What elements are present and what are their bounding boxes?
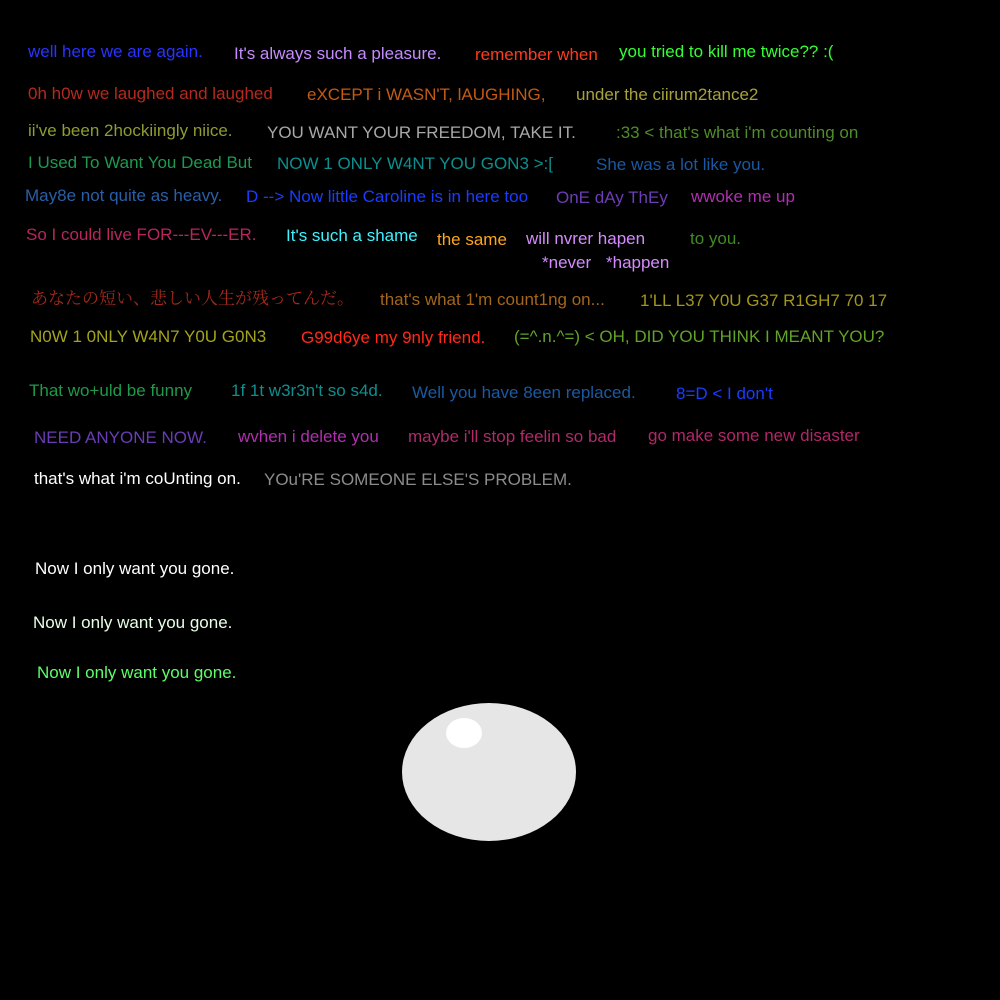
message-line: NEED ANYONE NOW. [34, 428, 207, 447]
message-line: 1'LL L37 Y0U G37 R1GH7 70 17 [640, 291, 888, 310]
farewell-line: Now I only want you gone. [33, 613, 233, 632]
message-line: She was a lot like you. [596, 155, 766, 174]
message-line: So I could live FOR---EV---ER. [26, 225, 257, 244]
orb-icon [402, 703, 576, 841]
message-line: It's always such a pleasure. [234, 44, 442, 63]
orb-shine [446, 718, 482, 748]
message-line: It's such a shame [286, 226, 418, 245]
message-line: that's what 1'm count1ng on... [380, 290, 605, 309]
message-line: maybe i'll stop feelin so bad [408, 427, 617, 446]
message-line: G99d6ye my 9nly friend. [301, 328, 486, 347]
message-line: :33 < that's what i'm counting on [616, 123, 859, 142]
message-line: YOu'RE SOMEONE ELSE'S PROBLEM. [264, 470, 572, 489]
message-line: Well you have 8een replaced. [412, 383, 636, 402]
message-line: D --> Now little Caroline is in here too [246, 187, 529, 206]
message-line: *never [542, 253, 592, 272]
message-line: you tried to kill me twice?? :( [619, 42, 834, 61]
message-line: the same [437, 230, 507, 249]
message-line: under the ciirum2tance2 [576, 85, 759, 104]
message-line: well here we are again. [28, 42, 203, 61]
message-line: OnE dAy ThEy [556, 188, 668, 207]
message-line: remember when [475, 45, 598, 64]
message-line: that's what i'm coUnting on. [34, 469, 241, 488]
farewell-line: Now I only want you gone. [37, 663, 237, 682]
message-line: eXCEPT i WASN'T, lAUGHING, [307, 85, 546, 104]
message-line: May8e not quite as heavy. [25, 186, 223, 205]
farewell-line: Now I only want you gone. [35, 559, 235, 578]
message-line: あなたの短い、悲しい人生が残ってんだ。 [31, 289, 354, 308]
message-line: go make some new disaster [648, 426, 860, 445]
message-line: NOW 1 ONLY W4NT YOU GON3 >:[ [277, 154, 554, 173]
message-line: wwoke me up [691, 187, 795, 206]
message-line: (=^.n.^=) < OH, DID YOU THINK I MEANT YOU? [514, 327, 885, 346]
message-line: 1f 1t w3r3n't so s4d. [231, 381, 383, 400]
message-line: N0W 1 0NLY W4N7 Y0U G0N3 [30, 327, 267, 346]
message-line: That wo+uld be funny [29, 381, 193, 400]
message-line: I Used To Want You Dead But [28, 153, 252, 172]
message-line: wvhen i delete you [238, 427, 379, 446]
message-line: to you. [690, 229, 742, 248]
message-line: *happen [606, 253, 670, 272]
message-line: 8=D < I don't [676, 384, 773, 403]
message-line: YOU WANT YOUR FREEDOM, TAKE IT. [267, 123, 576, 142]
message-line: 0h h0w we laughed and laughed [28, 84, 273, 103]
message-line: ii've been 2hockiingly niice. [28, 121, 233, 140]
message-line: will nvrer hapen [526, 229, 646, 248]
